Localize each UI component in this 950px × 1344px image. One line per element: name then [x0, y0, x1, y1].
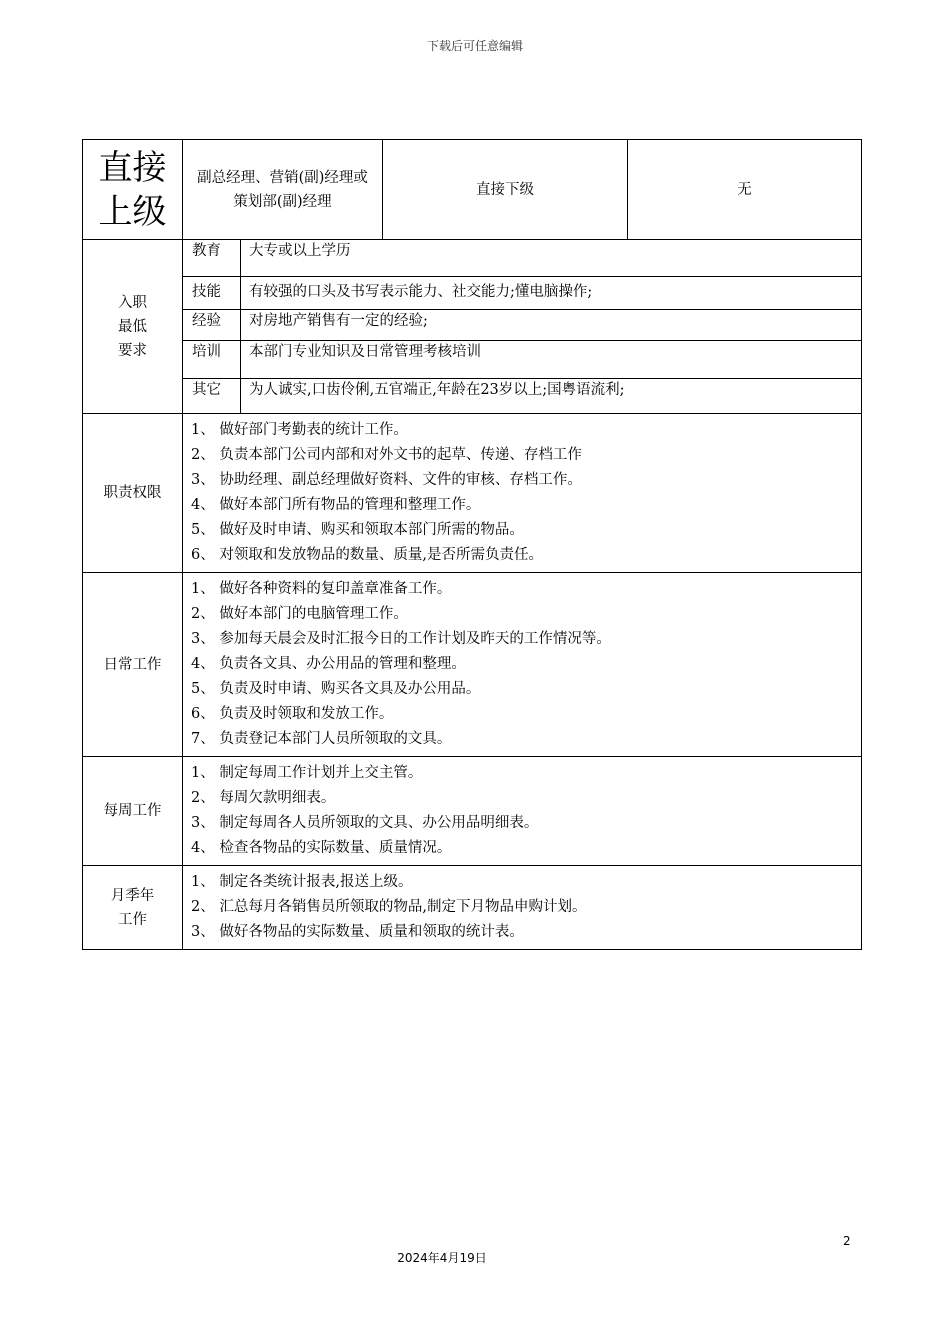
- section-list-duties: [183, 414, 862, 573]
- header-note: 下载后可任意编辑: [426, 39, 523, 53]
- list-item: 1、 做好部门考勤表的统计工作。: [191, 422, 408, 438]
- list-item: 3、 制定每周各人员所领取的文具、办公用品明细表。: [191, 815, 539, 831]
- requirement-label-skills: 技能: [183, 277, 241, 310]
- list-item: 6、 负责及时领取和发放工作。: [191, 706, 394, 722]
- superior-label: [83, 140, 183, 240]
- requirements-label: [83, 240, 183, 414]
- requirement-label-training: 培训: [183, 341, 241, 379]
- superior-value: 副总经理、营销(副)经理或策划部(副)经理: [183, 140, 383, 240]
- section-list-daily: [183, 573, 862, 757]
- requirement-label-experience: 经验: [183, 310, 241, 341]
- page-number: 2: [843, 1234, 851, 1248]
- section-label-daily: 日常工作: [83, 573, 183, 757]
- requirement-row: [83, 341, 862, 379]
- section-label-periodic-text: [83, 884, 182, 932]
- section-label-duties: 职责权限: [83, 414, 183, 573]
- superior-row: [83, 140, 862, 240]
- list-item: 1、 做好各种资料的复印盖章准备工作。: [191, 581, 452, 597]
- subordinate-label: 直接下级: [383, 140, 628, 240]
- section-label-weekly: 每周工作: [83, 757, 183, 866]
- section-row-daily: [83, 573, 862, 757]
- section-row-weekly: [83, 757, 862, 866]
- list-item: 1、 制定每周工作计划并上交主管。: [191, 765, 423, 781]
- list-item: 5、 做好及时申请、购买和领取本部门所需的物品。: [191, 522, 524, 538]
- label-line: 月季年: [110, 887, 155, 904]
- job-description-table: [82, 139, 862, 950]
- label-line: 工作: [118, 911, 147, 928]
- superior-label-line-1: 直接: [98, 147, 167, 188]
- list-item: 2、 做好本部门的电脑管理工作。: [191, 606, 408, 622]
- subordinate-value: 无: [628, 140, 862, 240]
- section-list-periodic: [183, 866, 862, 950]
- list-item: 3、 协助经理、副总经理做好资料、文件的审核、存档工作。: [191, 472, 582, 488]
- section-list-weekly: [183, 757, 862, 866]
- list-item: 2、 每周欠款明细表。: [191, 790, 336, 806]
- list-item: 1、 制定各类统计报表,报送上级。: [191, 874, 413, 890]
- list-item: 7、 负责登记本部门人员所领取的文具。: [191, 731, 452, 747]
- requirement-row: [83, 240, 862, 277]
- list-item: 2、 负责本部门公司内部和对外文书的起草、传递、存档工作: [191, 447, 582, 463]
- list-item: 2、 汇总每月各销售员所领取的物品,制定下月物品申购计划。: [191, 899, 587, 915]
- requirement-row: [83, 310, 862, 341]
- label-line: 最低: [118, 318, 147, 335]
- requirements-label-text: [83, 291, 182, 363]
- requirement-row: [83, 277, 862, 310]
- list-item: 6、 对领取和发放物品的数量、质量,是否所需负责任。: [191, 547, 543, 563]
- list-item: 4、 负责各文具、办公用品的管理和整理。: [191, 656, 466, 672]
- requirement-label-other: 其它: [183, 379, 241, 414]
- list-item: 5、 负责及时申请、购买各文具及办公用品。: [191, 681, 481, 697]
- requirement-value-education: 大专或以上学历: [241, 240, 862, 277]
- label-line: 要求: [118, 342, 147, 359]
- superior-label-line-2: 上级: [98, 191, 167, 232]
- list-item: 3、 做好各物品的实际数量、质量和领取的统计表。: [191, 924, 524, 940]
- list-item: 4、 检查各物品的实际数量、质量情况。: [191, 840, 452, 856]
- requirement-label-education: 教育: [183, 240, 241, 277]
- section-label-periodic: [83, 866, 183, 950]
- requirement-value-skills: 有较强的口头及书写表示能力、社交能力;懂电脑操作;: [241, 277, 862, 310]
- list-item: 3、 参加每天晨会及时汇报今日的工作计划及昨天的工作情况等。: [191, 631, 611, 647]
- section-row-duties: [83, 414, 862, 573]
- requirement-value-training: 本部门专业知识及日常管理考核培训: [241, 341, 862, 379]
- list-item: 4、 做好本部门所有物品的管理和整理工作。: [191, 497, 481, 513]
- footer-date: 2024年4月19日: [397, 1251, 487, 1265]
- requirement-value-experience: 对房地产销售有一定的经验;: [241, 310, 862, 341]
- section-row-periodic: [83, 866, 862, 950]
- label-line: 入职: [118, 294, 147, 311]
- requirement-value-other: 为人诚实,口齿伶俐,五官端正,年龄在23岁以上;国粤语流利;: [241, 379, 862, 414]
- requirement-row: [83, 379, 862, 414]
